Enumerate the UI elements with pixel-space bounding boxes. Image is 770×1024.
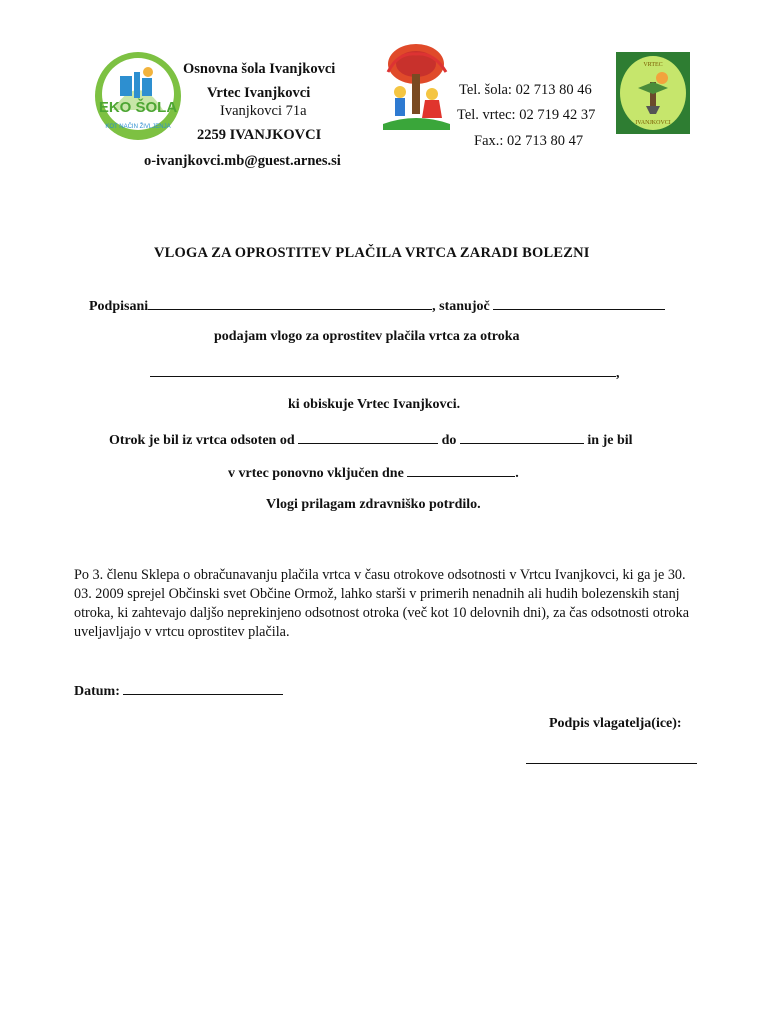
tel-kindergarten: Tel. vrtec: 02 719 42 37 <box>457 107 596 123</box>
signed-name-field[interactable] <box>148 296 432 310</box>
email-address: o-ivanjkovci.mb@guest.arnes.si <box>144 153 341 169</box>
signature-label: Podpis vlagatelja(ice): <box>549 716 682 731</box>
reincluded-date-field[interactable] <box>407 463 515 477</box>
attachment-text: Vlogi prilagam zdravniško potrdilo. <box>266 497 481 512</box>
reincluded-line <box>228 463 519 482</box>
tel-school: Tel. šola: 02 713 80 46 <box>459 82 592 98</box>
vrtec-logo-text-bottom: IVANJKOVCI <box>635 120 671 126</box>
request-text: podajam vlogo za oprostitev plačila vrtca za otroka <box>214 329 520 344</box>
reincluded-label: v vrtec ponovno vključen dne <box>228 466 404 481</box>
signature-field[interactable] <box>526 763 697 764</box>
absent-from-label: Otrok je bil iz vrtca odsoten od <box>109 433 295 448</box>
address: Ivanjkovci 71a <box>220 103 307 119</box>
attends-text: ki obiskuje Vrtec Ivanjkovci. <box>288 397 461 412</box>
vrtec-logo <box>616 52 690 134</box>
eko-sola-logo <box>93 50 183 142</box>
address-field[interactable] <box>493 296 665 310</box>
to-label: do <box>441 433 457 448</box>
legal-paragraph: Po 3. členu Sklepa o obračunavanju plačila vrtca v času otrokove odsotnosti v Vrtcu Ivanjkovci, ki ga je 30. 03. 2009 sprejel Občinski svet Občine Ormož, lahko starši v primerih nenadnih ali hudih bolezenskih stanj otroka, ki zahtevajo daljšo neprekinjeno odsotnost otroka (več kot 10 delovnih dni), za čas odsotnosti otroka uveljavljajo v vrtcu oprostitev plačila. <box>74 567 690 640</box>
absent-from-field[interactable] <box>298 430 438 444</box>
reincluded-end: . <box>515 466 519 481</box>
kindergarten-name: Vrtec Ivanjkovci <box>207 85 311 101</box>
signed-label: Podpisani <box>89 299 149 314</box>
date-field[interactable] <box>123 681 283 695</box>
eko-logo-subtext: KOT NAČIN ŽIVLJENJA <box>105 124 171 130</box>
absent-to-field[interactable] <box>460 430 584 444</box>
date-line <box>74 681 283 700</box>
tree-children-logo <box>378 42 454 134</box>
school-name: Osnovna šola Ivanjkovci <box>183 61 336 77</box>
form-title: VLOGA ZA OPROSTITEV PLAČILA VRTCA ZARADI BOLEZNI <box>154 245 590 261</box>
vrtec-logo-text-top: VRTEC <box>643 62 663 68</box>
child-name-line <box>150 363 620 382</box>
postal-code-city: 2259 IVANJKOVCI <box>197 127 322 143</box>
fax-number: Fax.: 02 713 80 47 <box>474 133 584 149</box>
and-was-label: in je bil <box>587 433 633 448</box>
eko-logo-text: EKO ŠOLA <box>98 99 178 116</box>
child-name-field[interactable] <box>150 363 616 377</box>
absence-line <box>109 430 633 449</box>
child-name-end: , <box>616 366 620 381</box>
date-label: Datum: <box>74 684 120 699</box>
signed-line <box>89 296 665 315</box>
residing-label: , stanujoč <box>432 299 490 314</box>
